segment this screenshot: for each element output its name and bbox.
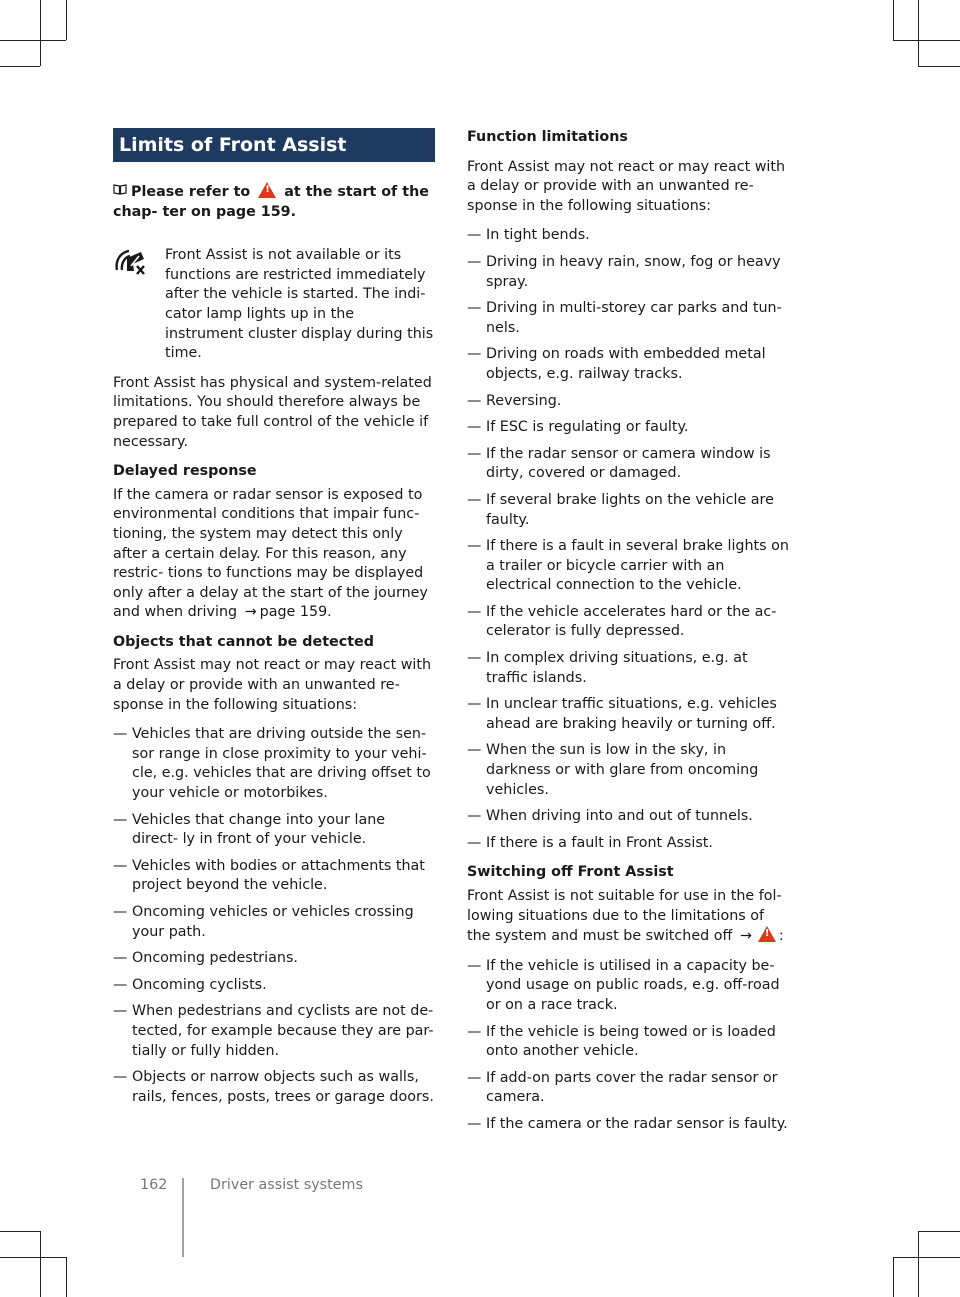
switching-off-text (467, 887, 789, 947)
intro-paragraph: Front Assist has physical and system-related limitations. You should therefore always be prepared to take full control of the vehicle if necessary. (113, 374, 432, 450)
objects-list (113, 725, 435, 1107)
list-item: — Oncoming cyclists. (113, 976, 435, 996)
list-item: — If the camera or the radar sensor is faulty. (467, 1115, 789, 1135)
crop-mark (893, 1257, 960, 1258)
crop-mark (40, 0, 41, 66)
crop-mark (918, 66, 960, 67)
chapter-title: Driver assist systems (210, 1177, 363, 1193)
section-title: Limits of Front Assist (113, 128, 435, 162)
function-list (467, 226, 789, 853)
list-item: — Oncoming pedestrians. (113, 949, 435, 969)
indicator-note (113, 246, 435, 364)
reference-text-before: Please refer to (131, 184, 251, 200)
crop-mark (0, 1231, 40, 1232)
list-item: — Vehicles with bodies or attachments that project beyond the vehicle. (113, 857, 435, 896)
crop-mark (893, 0, 894, 40)
crop-mark (918, 0, 919, 66)
list-item: — When pedestrians and cyclists are not de- tected, for example because they are par- tially or fully hidden. (113, 1002, 435, 1061)
switching-off-heading: Switching off Front Assist (467, 864, 674, 881)
list-item: — If the radar sensor or camera window is dirty, covered or damaged. (467, 445, 789, 484)
warning-icon (258, 182, 276, 198)
arrow-right-icon: → (244, 604, 257, 621)
arrow-right-icon: → (739, 928, 752, 945)
delayed-response-text (113, 486, 435, 623)
crop-mark (0, 1257, 66, 1258)
front-assist-warning-icon (113, 246, 165, 364)
crop-mark (918, 1231, 919, 1297)
function-heading: Function limitations (467, 129, 628, 145)
list-item: — If several brake lights on the vehicle are faulty. (467, 491, 789, 530)
objects-text: Front Assist may not react or may react with a delay or provide with an unwanted re- sponse in the following situations: (113, 657, 432, 713)
list-item: — If there is a fault in Front Assist. (467, 834, 789, 854)
switching-off-tail: : (778, 928, 784, 945)
list-item: — In complex driving situations, e.g. at traffic islands. (467, 649, 789, 688)
list-item: — Objects or narrow objects such as walls, rails, fences, posts, trees or garage doors. (113, 1068, 435, 1107)
list-item: — Driving on roads with embedded metal objects, e.g. railway tracks. (467, 345, 789, 384)
list-item: — Oncoming vehicles or vehicles crossing your path. (113, 903, 435, 942)
crop-mark (0, 66, 40, 67)
page-reference-link[interactable]: page 159. (259, 604, 332, 621)
delayed-response-heading: Delayed response (113, 463, 257, 480)
list-item: — In tight bends. (467, 226, 789, 246)
function-text: Front Assist may not react or may react with a delay or provide with an unwanted re- sponse in the following situations: (467, 158, 786, 214)
list-item: — If ESC is regulating or faulty. (467, 418, 789, 438)
right-column (467, 128, 789, 1145)
list-item: — If the vehicle is utilised in a capacity be- yond usage on public roads, e.g. off-road or on a race track. (467, 957, 789, 1016)
crop-mark (893, 1257, 894, 1297)
list-item: — If there is a fault in several brake lights on a trailer or bicycle carrier with an electrical connection to the vehicle. (467, 537, 789, 596)
safety-reference (113, 182, 435, 222)
left-column (113, 128, 435, 1117)
switching-off-list (467, 957, 789, 1135)
list-item: — Driving in multi-storey car parks and tun- nels. (467, 299, 789, 338)
list-item: — When driving into and out of tunnels. (467, 807, 789, 827)
warning-icon[interactable] (758, 926, 776, 942)
list-item: — Vehicles that are driving outside the sen- sor range in close proximity to your vehi- cle, e.g. vehicles that are driving offset to your vehicle or motorbikes. (113, 725, 435, 803)
switching-off-body: Front Assist is not suitable for use in the fol- lowing situations due to the limitations of the system and must be switched off (467, 888, 782, 945)
list-item: — In unclear traffic situations, e.g. vehicles ahead are braking heavily or turning off. (467, 695, 789, 734)
list-item: — If the vehicle is being towed or is loaded onto another vehicle. (467, 1023, 789, 1062)
page-number: 162 (140, 1177, 168, 1193)
list-item: — Driving in heavy rain, snow, fog or heavy spray. (467, 253, 789, 292)
crop-mark (40, 1231, 41, 1297)
objects-heading: Objects that cannot be detected (113, 633, 374, 650)
list-item: — When the sun is low in the sky, in darkness or with glare from oncoming vehicles. (467, 741, 789, 800)
crop-mark (66, 0, 67, 40)
indicator-text: Front Assist is not available or its functions are restricted immediately after the vehicle is started. The indi- cator lamp lights up in the instrument cluster display during this time. (165, 247, 434, 362)
footer-divider (182, 1178, 184, 1257)
book-icon (113, 182, 127, 192)
list-item: — If the vehicle accelerates hard or the ac- celerator is fully depressed. (467, 603, 789, 642)
reference-text-after: at the start of the chap- ter on page 159. (113, 184, 429, 220)
list-item: — Reversing. (467, 392, 789, 412)
delayed-response-body: If the camera or radar sensor is exposed to environmental conditions that impair func- tioning, the system may detect this only after a certain delay. For this reason, any restric- tions to functions may be displayed only after a delay at the start of the journey and when driving (113, 486, 428, 621)
list-item: — If add-on parts cover the radar sensor or camera. (467, 1069, 789, 1108)
crop-mark (893, 40, 960, 41)
crop-mark (918, 1231, 960, 1232)
crop-mark (66, 1257, 67, 1297)
list-item: — Vehicles that change into your lane direct- ly in front of your vehicle. (113, 811, 435, 850)
crop-mark (0, 40, 66, 41)
